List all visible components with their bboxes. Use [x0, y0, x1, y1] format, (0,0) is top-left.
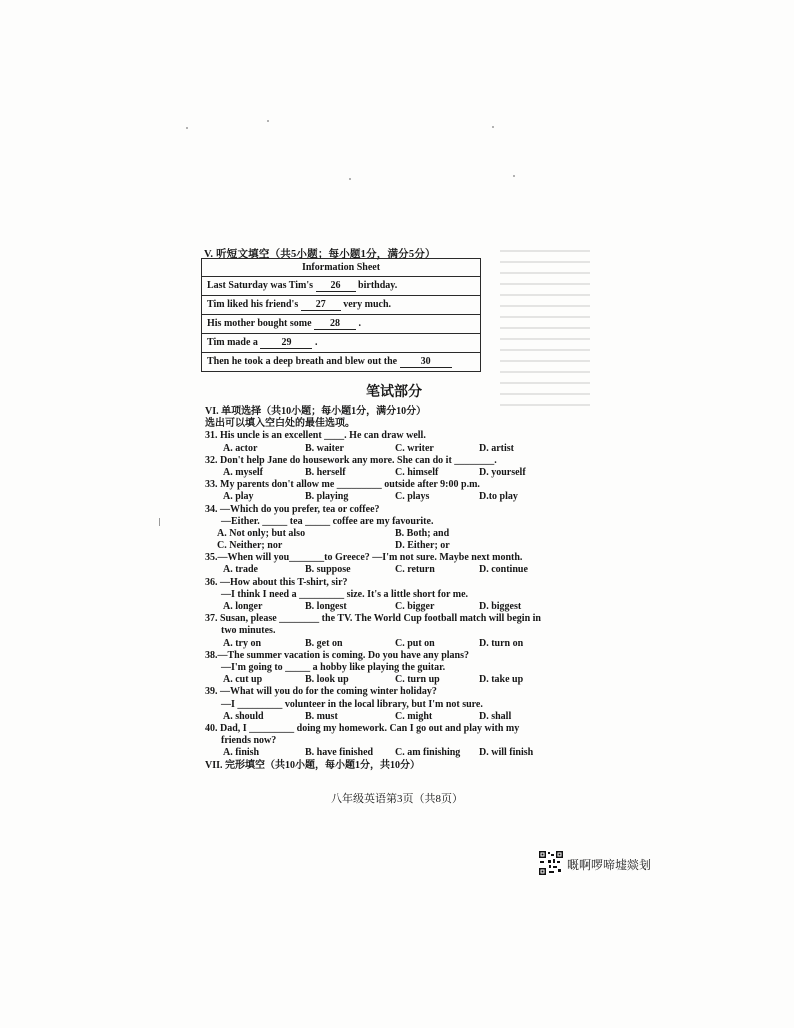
- written-part-title: 笔试部分: [366, 384, 422, 400]
- option-d[interactable]: D. shall: [479, 710, 512, 722]
- option-a[interactable]: A. should: [223, 710, 264, 722]
- section-v-title: V. 听短文填空（共5小题；每小题1分，满分5分）: [204, 249, 436, 260]
- question-stem-continued: —I'm going to _____ a hobby like playing the guitar.: [221, 661, 446, 673]
- scan-speck: [492, 126, 494, 128]
- option-c[interactable]: C. turn up: [395, 674, 440, 686]
- answer-blank-26[interactable]: 26: [316, 280, 356, 292]
- option-d[interactable]: D.to play: [479, 491, 518, 503]
- information-sheet-table: [201, 258, 481, 372]
- table-row: Tim liked his friend's 27 very much.: [202, 296, 481, 315]
- option-a[interactable]: A. trade: [223, 564, 258, 576]
- option-d[interactable]: D. turn on: [479, 637, 524, 649]
- qr-code-icon: [539, 851, 563, 875]
- question-stem: 32. Don't help Jane do housework any more. She can do it ________.: [205, 454, 497, 466]
- table-row: Last Saturday was Tim's 26 birthday.: [202, 277, 481, 296]
- option-a[interactable]: A. finish: [223, 747, 260, 759]
- option-row: [205, 491, 590, 503]
- option-c[interactable]: C. am finishing: [395, 747, 461, 759]
- page-footer: 八年级英语第3页（共8页）: [331, 793, 463, 805]
- scan-speck: [513, 175, 515, 177]
- option-d[interactable]: D. take up: [479, 674, 524, 686]
- question-stem: 37. Susan, please ________ the TV. The World Cup football match will begin in: [205, 613, 541, 625]
- option-d[interactable]: D. continue: [479, 564, 528, 576]
- option-row: [205, 674, 590, 686]
- option-c[interactable]: C. himself: [395, 466, 439, 478]
- question-stem: 39. —What will you do for the coming winter holiday?: [205, 686, 437, 698]
- question-stem-continued: —Either. _____ tea _____ coffee are my favourite.: [221, 515, 434, 527]
- option-row: [205, 443, 590, 455]
- option-row: [205, 467, 590, 479]
- question-stem-continued: —I _________ volunteer in the local library, but I'm not sure.: [221, 698, 483, 710]
- option-row: [205, 601, 590, 613]
- option-row: [205, 564, 590, 576]
- section-vi: [205, 406, 590, 773]
- option-d[interactable]: D. will finish: [479, 747, 534, 759]
- question-35: [205, 552, 590, 576]
- scan-speck: [159, 518, 160, 526]
- option-b[interactable]: B. suppose: [305, 564, 351, 576]
- table-row: Then he took a deep breath and blew out the 30: [202, 353, 481, 372]
- option-c[interactable]: C. might: [395, 710, 433, 722]
- option-b[interactable]: B. longest: [305, 601, 347, 612]
- question-stem: 31. His uncle is an excellent ____. He can draw well.: [205, 430, 426, 442]
- option-a[interactable]: A. myself: [223, 466, 263, 478]
- question-34: [205, 504, 590, 553]
- option-b[interactable]: B. get on: [305, 637, 343, 649]
- table-header: Information Sheet: [202, 259, 481, 277]
- table-row: His mother bought some 28 .: [202, 315, 481, 334]
- option-d[interactable]: D. artist: [479, 442, 514, 454]
- scan-speck: [186, 127, 188, 129]
- answer-blank-29[interactable]: 29: [260, 337, 312, 349]
- option-b[interactable]: B. herself: [305, 466, 346, 478]
- option-b[interactable]: B. look up: [305, 674, 349, 686]
- answer-blank-30[interactable]: 30: [400, 356, 452, 368]
- option-b[interactable]: B. have finished: [305, 747, 374, 759]
- option-a[interactable]: A. actor: [223, 442, 258, 454]
- question-stem: 40. Dad, I _________ doing my homework. Can I go out and play with my: [205, 722, 520, 734]
- option-row: [205, 711, 590, 723]
- question-38: [205, 650, 590, 687]
- option-a[interactable]: A. play: [223, 491, 254, 503]
- question-stem-continued: two minutes.: [221, 625, 276, 637]
- question-stem: 38.—The summer vacation is coming. Do you have any plans?: [205, 649, 470, 661]
- scan-speck: [267, 120, 269, 122]
- watermark-text: 嘅啊啰啼墟燚刬: [567, 858, 652, 872]
- option-row: [205, 528, 590, 540]
- option-b[interactable]: B. waiter: [305, 442, 344, 454]
- option-d[interactable]: D. biggest: [479, 601, 522, 612]
- option-c[interactable]: C. return: [395, 564, 435, 576]
- section-vi-instruction: 选出可以填入空白处的最佳选项。: [205, 418, 355, 430]
- question-37: [205, 613, 590, 650]
- option-row: [205, 638, 590, 650]
- option-a[interactable]: A. longer: [223, 601, 263, 612]
- question-39: [205, 686, 590, 723]
- bleed-through-text: [500, 250, 590, 430]
- option-row: [205, 747, 590, 759]
- option-b[interactable]: B. playing: [305, 491, 349, 503]
- option-c[interactable]: C. writer: [395, 442, 434, 454]
- question-32: [205, 455, 590, 479]
- option-b[interactable]: B. must: [305, 710, 338, 722]
- option-c[interactable]: C. Neither; nor: [217, 540, 283, 552]
- question-list: [205, 430, 590, 759]
- question-36: [205, 577, 590, 614]
- table-row: Tim made a 29 .: [202, 334, 481, 353]
- option-c[interactable]: C. put on: [395, 637, 435, 649]
- scan-speck: [349, 178, 351, 180]
- option-c[interactable]: C. plays: [395, 491, 430, 503]
- option-a[interactable]: A. try on: [223, 637, 262, 649]
- option-b[interactable]: B. Both; and: [395, 527, 450, 539]
- option-row: [205, 540, 590, 552]
- option-c[interactable]: C. bigger: [395, 601, 435, 612]
- option-d[interactable]: D. yourself: [479, 466, 526, 478]
- option-a[interactable]: A. cut up: [223, 674, 263, 686]
- section-vii-title: VII. 完形填空（共10小题，每小题1分，共10分）: [205, 760, 421, 772]
- question-stem: 33. My parents don't allow me _________ outside after 9:00 p.m.: [205, 479, 480, 491]
- option-d[interactable]: D. Either; or: [395, 540, 450, 552]
- question-stem-continued: —I think I need a _________ size. It's a little short for me.: [221, 588, 469, 600]
- answer-blank-28[interactable]: 28: [314, 318, 356, 330]
- question-33: [205, 479, 590, 503]
- question-stem: 35.—When will you_______to Greece? —I'm not sure. Maybe next month.: [205, 552, 523, 564]
- option-a[interactable]: A. Not only; but also: [217, 527, 306, 539]
- question-stem: 36. —How about this T-shirt, sir?: [205, 576, 348, 588]
- question-31: [205, 430, 590, 454]
- question-40: [205, 723, 590, 760]
- answer-blank-27[interactable]: 27: [301, 299, 341, 311]
- section-vi-title: VI. 单项选择（共10小题；每小题1分，满分10分）: [205, 406, 427, 417]
- question-stem: 34. —Which do you prefer, tea or coffee?: [205, 503, 380, 515]
- question-stem-continued: friends now?: [221, 735, 277, 747]
